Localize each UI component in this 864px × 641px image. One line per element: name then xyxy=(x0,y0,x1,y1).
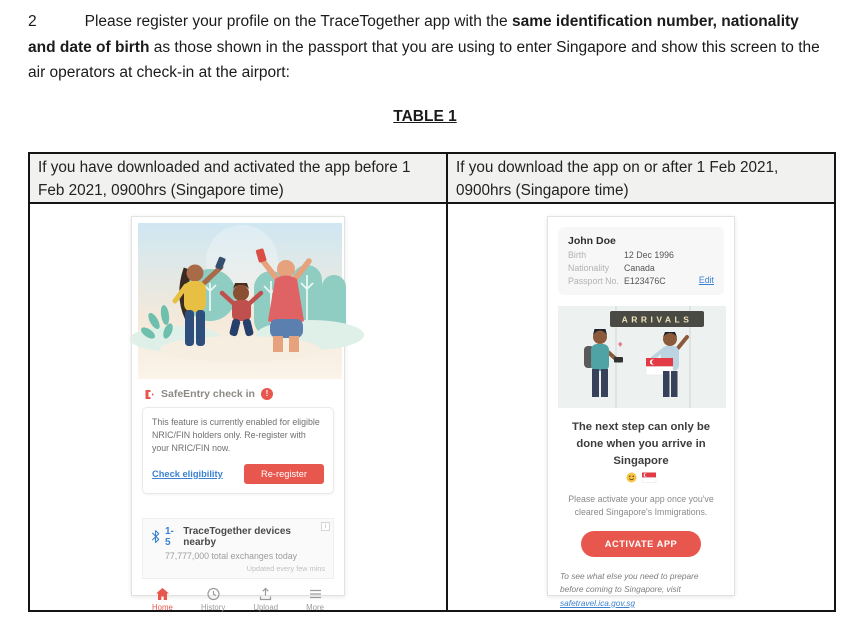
nav-item-upload[interactable]: Upload xyxy=(253,587,278,612)
paragraph-number: 2 xyxy=(28,13,37,30)
activate-instruction: Please activate your app once you've cleared Singapore's Immigrations. xyxy=(568,493,714,518)
arrivals-sign-text: ARRIVALS xyxy=(621,314,693,325)
activate-app-button[interactable]: ACTIVATE APP xyxy=(581,531,701,557)
safeentry-icon xyxy=(144,389,155,400)
singapore-flag-icon xyxy=(642,472,656,483)
more-icon xyxy=(308,587,323,601)
screenshot-tracetogether-home xyxy=(131,216,345,612)
smiley-emoji-icon xyxy=(626,472,637,483)
safeentry-row xyxy=(144,388,332,400)
devices-title: TraceTogether devices nearby xyxy=(183,525,291,548)
table-cell-right xyxy=(448,204,834,610)
profile-row-birth: Birth 12 Dec 1996 xyxy=(568,250,674,260)
next-step-heading: The next step can only be done when you arrive in Singapore xyxy=(571,421,711,467)
table-header-row xyxy=(30,154,834,204)
nav-item-home[interactable]: Home xyxy=(152,587,173,612)
table-header-right: If you download the app on or after 1 Feb 2021, 0900hrs (Singapore time) xyxy=(456,159,779,199)
profile-card xyxy=(558,227,724,295)
nav-item-history[interactable]: History xyxy=(201,587,225,612)
reregister-card xyxy=(142,407,334,494)
re-register-button[interactable]: Re-register xyxy=(244,464,324,484)
table-header-left: If you have downloaded and activated the app before 1 Feb 2021, 0900hrs (Singapore time) xyxy=(30,154,448,202)
bottom-nav xyxy=(132,587,344,612)
reregister-card-text: This feature is currently enabled for eligible NRIC/FIN holders only. Re-register with your NRIC/FIN now. xyxy=(152,417,320,454)
edit-link[interactable]: Edit xyxy=(698,275,714,285)
footer-note: To see what else you need to prepare before coming to Singapore, visit safetravel.ica.gov.sg xyxy=(560,570,722,610)
family-illustration xyxy=(138,223,342,379)
profile-row-passport: Passport No. E123476C xyxy=(568,276,666,286)
nav-item-more[interactable]: More xyxy=(306,587,324,612)
arrivals-illustration xyxy=(558,306,726,408)
updated-caption: Updated every few mins xyxy=(246,563,325,573)
devices-nearby-card xyxy=(142,518,334,579)
history-icon xyxy=(206,587,221,601)
alert-badge: ! xyxy=(261,388,273,400)
total-exchanges: 77,777,000 total exchanges today xyxy=(165,550,298,561)
upload-icon xyxy=(258,587,273,601)
table-1 xyxy=(28,152,836,612)
paragraph-text-2: as those shown in the passport that you are using to enter Singapore and show this screen to the air operators at check-in at the airport: xyxy=(28,38,820,81)
bluetooth-icon xyxy=(151,530,160,543)
screenshot-registration-screen xyxy=(547,216,735,608)
devices-range: 1-5 xyxy=(165,525,174,548)
safetravel-link[interactable]: safetravel.ica.gov.sg xyxy=(560,597,636,608)
emoji-row xyxy=(548,472,734,484)
check-eligibility-link[interactable]: Check eligibility xyxy=(152,468,223,479)
paragraph-bold-text: same identification number, nationality and date of birth xyxy=(28,13,799,56)
table-body-row xyxy=(30,204,834,610)
home-icon xyxy=(155,587,170,601)
profile-name: John Doe xyxy=(568,235,616,247)
profile-row-nationality: Nationality Canada xyxy=(568,263,655,273)
table-title: TABLE 1 xyxy=(393,108,457,125)
instruction-paragraph xyxy=(28,9,822,86)
safeentry-title: SafeEntry check in xyxy=(161,388,255,400)
table-cell-left xyxy=(30,204,448,610)
paragraph-text-1: Please register your profile on the TraceTogether app with the xyxy=(84,13,512,30)
info-icon[interactable]: i xyxy=(321,522,330,531)
